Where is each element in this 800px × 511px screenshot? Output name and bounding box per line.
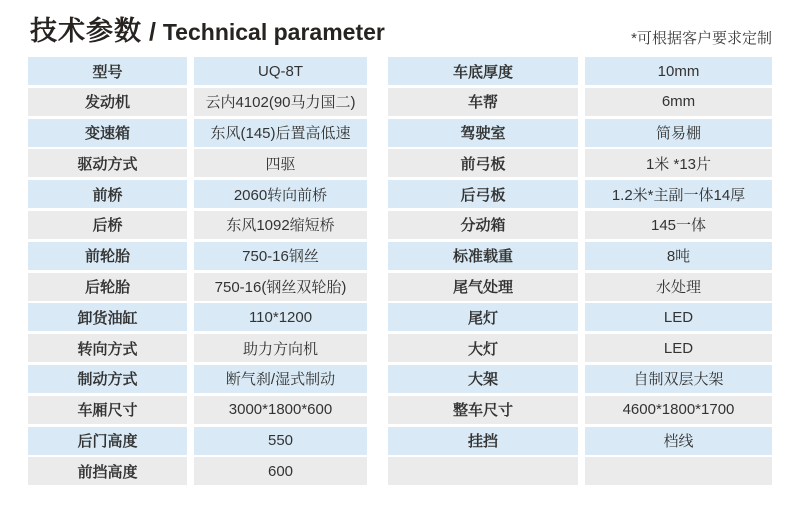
param-value: 6mm <box>585 88 772 116</box>
param-label: 制动方式 <box>28 365 187 393</box>
param-value: 8吨 <box>585 242 772 270</box>
param-label: 前挡高度 <box>28 457 187 485</box>
param-label: 挂挡 <box>388 427 578 455</box>
table-row <box>28 211 367 239</box>
param-value: 东风(145)后置高低速 <box>194 119 367 147</box>
param-value: 750-16(钢丝双轮胎) <box>194 273 367 301</box>
table-row <box>388 88 772 116</box>
param-label <box>388 457 578 485</box>
param-label: 标准载重 <box>388 242 578 270</box>
param-value: LED <box>585 303 772 331</box>
table-row <box>388 365 772 393</box>
table-row <box>28 180 367 208</box>
param-value: 1米 *13片 <box>585 149 772 177</box>
param-label: 变速箱 <box>28 119 187 147</box>
param-value: 110*1200 <box>194 303 367 331</box>
param-label: 大架 <box>388 365 578 393</box>
param-label: 整车尺寸 <box>388 396 578 424</box>
table-row <box>388 273 772 301</box>
page-title-zh: 技术参数 <box>30 16 142 46</box>
param-value: 东风1092缩短桥 <box>194 211 367 239</box>
param-value: 简易棚 <box>585 119 772 147</box>
table-row <box>388 457 772 485</box>
param-value: 水处理 <box>585 273 772 301</box>
param-value <box>585 457 772 485</box>
param-label: 转向方式 <box>28 334 187 362</box>
param-label: 大灯 <box>388 334 578 362</box>
param-label: 后轮胎 <box>28 273 187 301</box>
param-label: 车帮 <box>388 88 578 116</box>
table-row <box>28 365 367 393</box>
table-row <box>28 149 367 177</box>
table-row <box>388 303 772 331</box>
param-label: 卸货油缸 <box>28 303 187 331</box>
table-row <box>28 88 367 116</box>
param-label: 发动机 <box>28 88 187 116</box>
param-value: 自制双层大架 <box>585 365 772 393</box>
page-title <box>30 12 385 49</box>
spec-table-left <box>28 57 367 488</box>
param-value: 4600*1800*1700 <box>585 396 772 424</box>
param-label: 车厢尺寸 <box>28 396 187 424</box>
table-row <box>388 57 772 85</box>
param-value: 2060转向前桥 <box>194 180 367 208</box>
param-value: 四驱 <box>194 149 367 177</box>
table-row <box>28 303 367 331</box>
table-row <box>28 273 367 301</box>
param-label: 型号 <box>28 57 187 85</box>
page-title-en: Technical parameter <box>162 19 385 45</box>
param-value: 750-16钢丝 <box>194 242 367 270</box>
param-label: 前桥 <box>28 180 187 208</box>
table-row <box>388 211 772 239</box>
table-row <box>28 119 367 147</box>
table-row <box>388 119 772 147</box>
table-row <box>388 242 772 270</box>
param-label: 前弓板 <box>388 149 578 177</box>
param-value: 10mm <box>585 57 772 85</box>
param-value: 550 <box>194 427 367 455</box>
table-row <box>28 242 367 270</box>
param-value: LED <box>585 334 772 362</box>
table-row <box>28 396 367 424</box>
param-label: 车底厚度 <box>388 57 578 85</box>
param-value: 145一体 <box>585 211 772 239</box>
param-value: 600 <box>194 457 367 485</box>
param-label: 驱动方式 <box>28 149 187 177</box>
param-value: UQ-8T <box>194 57 367 85</box>
param-value: 3000*1800*600 <box>194 396 367 424</box>
param-label: 尾气处理 <box>388 273 578 301</box>
spec-table-right <box>388 57 772 488</box>
table-row <box>28 457 367 485</box>
param-value: 1.2米*主副一体14厚 <box>585 180 772 208</box>
table-row <box>388 334 772 362</box>
table-row <box>28 427 367 455</box>
table-row <box>388 149 772 177</box>
table-row <box>388 396 772 424</box>
header <box>0 0 800 57</box>
table-row <box>28 57 367 85</box>
param-label: 后桥 <box>28 211 187 239</box>
param-label: 前轮胎 <box>28 242 187 270</box>
param-value: 云内4102(90马力国二) <box>194 88 367 116</box>
param-label: 分动箱 <box>388 211 578 239</box>
table-row <box>28 334 367 362</box>
customization-note: *可根据客户要求定制 <box>631 30 772 47</box>
param-label: 驾驶室 <box>388 119 578 147</box>
table-row <box>388 427 772 455</box>
param-label: 后门高度 <box>28 427 187 455</box>
param-label: 尾灯 <box>388 303 578 331</box>
param-value: 断气刹/湿式制动 <box>194 365 367 393</box>
param-value: 助力方向机 <box>194 334 367 362</box>
param-label: 后弓板 <box>388 180 578 208</box>
table-row <box>388 180 772 208</box>
page-title-separator: / <box>142 18 163 46</box>
param-value: 档线 <box>585 427 772 455</box>
